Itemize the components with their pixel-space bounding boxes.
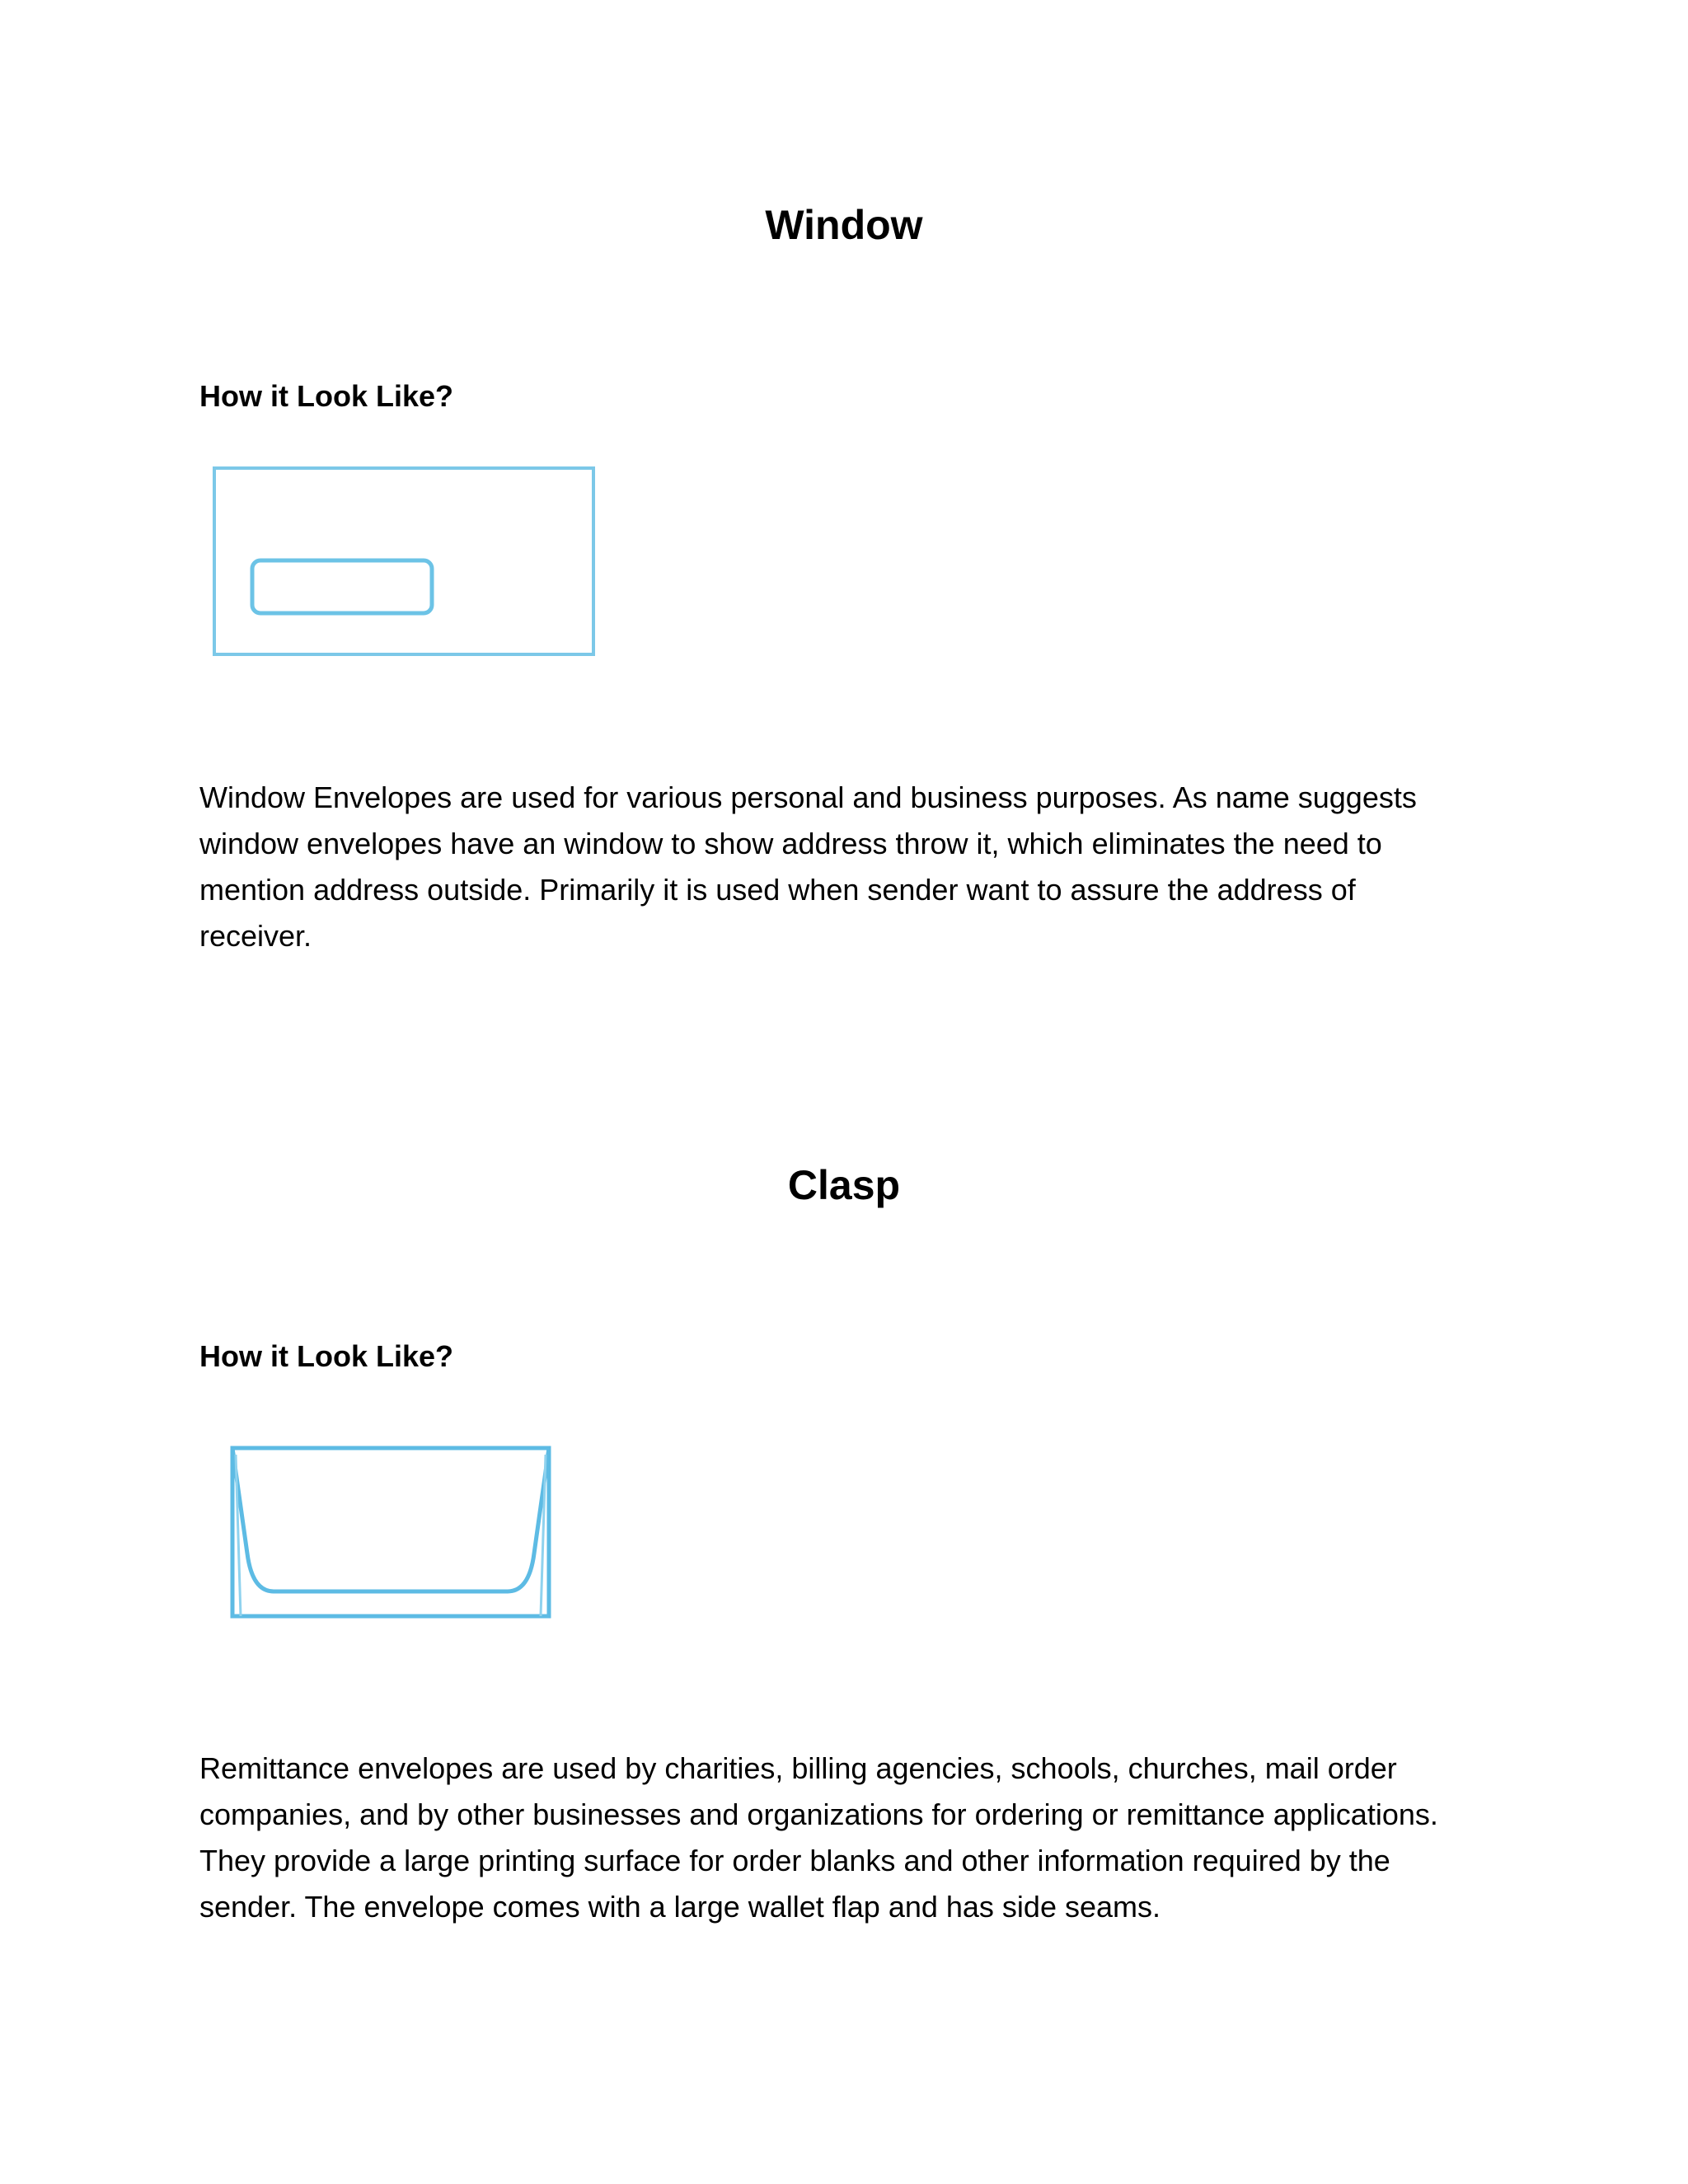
section-title-clasp: Clasp [787,1162,901,1208]
window-description-line: window envelopes have an window to show address throw it, which eliminates the need to [199,827,1382,860]
subheading-how-it-looks-window: How it Look Like? [199,379,454,413]
window-description-line: receiver. [199,919,312,953]
clasp-description-line: They provide a large printing surface for order blanks and other information required by the [199,1844,1390,1877]
window-description [199,775,1502,959]
section-title-window: Window [765,202,923,248]
clasp-description-line: Remittance envelopes are used by charities, billing agencies, schools, churches, mail order [199,1751,1397,1785]
clasp-description-line: sender. The envelope comes with a large wallet flap and has side seams. [199,1890,1161,1924]
window-description-line: Window Envelopes are used for various personal and business purposes. As name suggests [199,780,1417,814]
window-description-line: mention address outside. Primarily it is used when sender want to assure the address of [199,873,1356,907]
clasp-description [199,1746,1502,1930]
clasp-description-line: companies, and by other businesses and organizations for ordering or remittance applications. [199,1797,1438,1831]
subheading-how-it-looks-clasp: How it Look Like? [199,1339,454,1373]
window-envelope-icon [208,462,603,659]
clasp-envelope-icon [223,1438,560,1628]
